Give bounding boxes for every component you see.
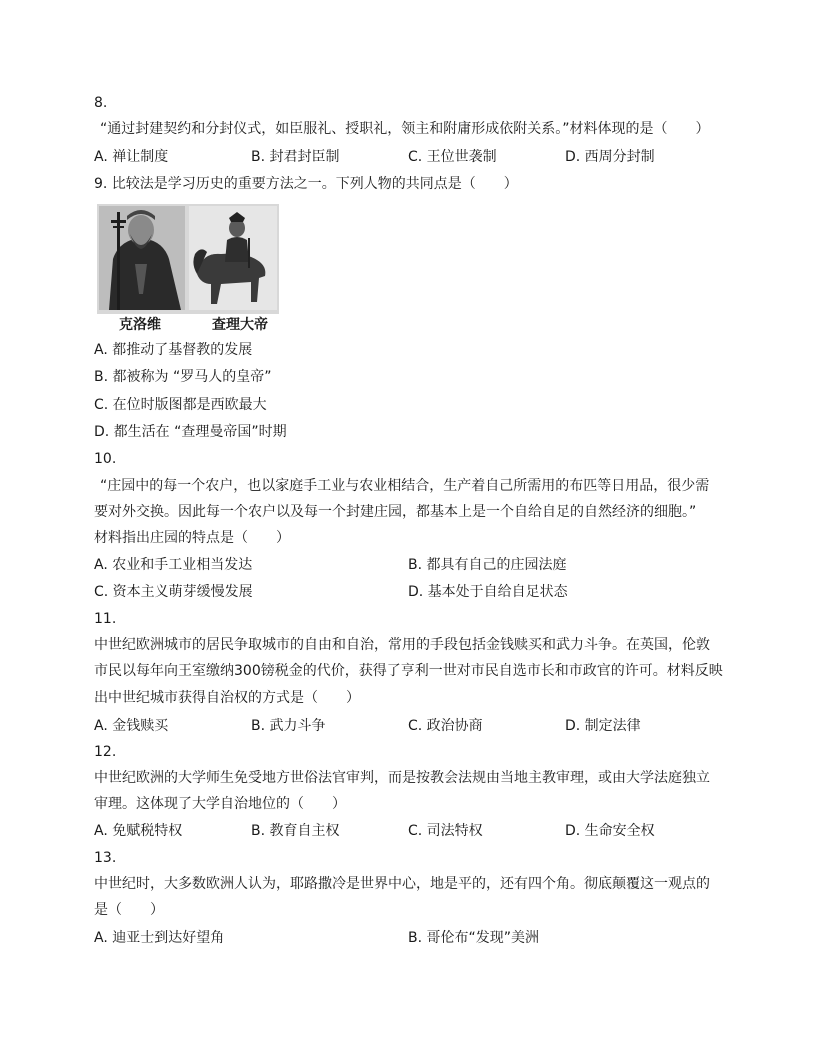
q8-option-d: D. 西周分封制 <box>565 149 655 165</box>
q8-number: 8. <box>94 95 108 111</box>
q10-option-b: B. 都具有自己的庄园法庭 <box>408 557 567 573</box>
q10-stem-line-2: 要对外交换。因此每一个农户以及每一个封建庄园，都基本上是一个自给自足的自然经济的细胞。” <box>94 504 697 520</box>
q9-option-d: D. 都生活在 “查理曼帝国”时期 <box>94 424 287 440</box>
q10-option-d: D. 基本处于自给自足状态 <box>408 584 568 600</box>
q11-option-a: A. 金钱赎买 <box>94 718 169 734</box>
figure-label-charlemagne: 查理大帝 <box>212 317 268 333</box>
figure-label-clovis: 克洛维 <box>119 317 161 333</box>
q13-option-b: B. 哥伦布“发现”美洲 <box>408 930 540 946</box>
q12-option-a: A. 免赋税特权 <box>94 823 183 839</box>
portrait-image <box>97 204 279 314</box>
q12-number: 12. <box>94 744 117 760</box>
q12-option-b: B. 教育自主权 <box>251 823 340 839</box>
q11-option-b: B. 武力斗争 <box>251 718 326 734</box>
q13-stem-line-1: 中世纪时，大多数欧洲人认为，耶路撒冷是世界中心，地是平的，还有四个角。彻底颠覆这一观点的 <box>94 876 710 892</box>
q8-option-c: C. 王位世袭制 <box>408 149 497 165</box>
q10-stem-line-1: “庄园中的每一个农户，也以家庭手工业与农业相结合，生产着自己所需用的布匹等日用品，很少需 <box>100 478 710 494</box>
q12-option-d: D. 生命安全权 <box>565 823 655 839</box>
q12-stem-line-1: 中世纪欧洲的大学师生免受地方世俗法官审判，而是按教会法规由当地主教审理，或由大学法庭独立 <box>94 770 710 786</box>
q11-stem-line-1: 中世纪欧洲城市的居民争取城市的自由和自治，常用的手段包括金钱赎买和武力斗争。在英国，伦敦 <box>94 637 710 653</box>
q10-stem-line-3: 材料指出庄园的特点是（ ） <box>94 530 290 546</box>
q9-option-a: A. 都推动了基督教的发展 <box>94 342 253 358</box>
q9-figure <box>97 204 279 336</box>
q9-option-b: B. 都被称为 “罗马人的皇帝” <box>94 369 272 385</box>
q11-stem-line-2: 市民以每年向王室缴纳300镑税金的代价，获得了亨利一世对市民自选市长和市政官的许可。材料反映 <box>94 663 723 679</box>
q8-option-b: B. 封君封臣制 <box>251 149 340 165</box>
q10-option-c: C. 资本主义萌芽缓慢发展 <box>94 584 253 600</box>
q13-stem-line-2: 是（ ） <box>94 902 164 918</box>
q10-option-a: A. 农业和手工业相当发达 <box>94 557 253 573</box>
q11-number: 11. <box>94 611 117 627</box>
q9-option-c: C. 在位时版图都是西欧最大 <box>94 397 267 413</box>
q9-stem: 9. 比较法是学习历史的重要方法之一。下列人物的共同点是（ ） <box>94 176 518 192</box>
q11-option-d: D. 制定法律 <box>565 718 641 734</box>
q13-number: 13. <box>94 850 117 866</box>
q13-option-a: A. 迪亚士到达好望角 <box>94 930 225 946</box>
q8-option-a: A. 禅让制度 <box>94 149 169 165</box>
q12-stem-line-2: 审理。这体现了大学自治地位的（ ） <box>94 796 346 812</box>
q11-stem-line-3: 出中世纪城市获得自治权的方式是（ ） <box>94 690 360 706</box>
q10-number: 10. <box>94 451 117 467</box>
q12-option-c: C. 司法特权 <box>408 823 483 839</box>
q11-option-c: C. 政治协商 <box>408 718 483 734</box>
q8-stem: “通过封建契约和分封仪式，如臣服礼、授职礼，领主和附庸形成依附关系。”材料体现的是（ ） <box>100 121 710 137</box>
